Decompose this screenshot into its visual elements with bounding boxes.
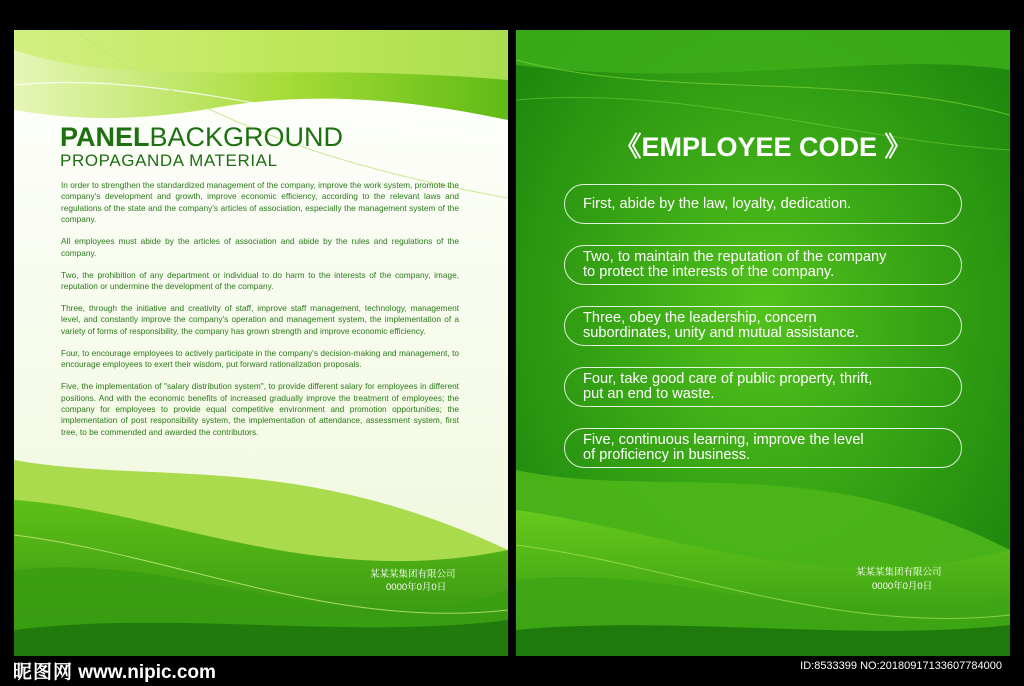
right-date: 0000年0月0日 — [872, 581, 933, 592]
paragraph: Five, the implementation of "salary distribution system", to provide different salary for employees in different positions. And with the economic benefits of increased gradually improve the treatment of employees; the company for employees to provide equal competitive environment and promotion opportunities; the implementation of post responsibility system, the implementation of attendance, assessment system, first tree, to be commended and awarded the contributors. — [61, 381, 459, 437]
code-item — [564, 245, 962, 285]
paragraph: Three, through the initiative and creativity of staff, improve staff management, technology, management level, and constantly improve the company's operation and management system, the implementation of a variety of forms of responsibility, the company has grown strength and improve economic efficiency. — [61, 303, 459, 336]
nipic-logo-text: 昵图网 — [13, 662, 74, 683]
right-company-name: 某某某集团有限公司 — [856, 567, 942, 578]
paragraph: In order to strengthen the standardized management of the company, improve the work system, promote the company's development and growth, improve economic efficiency, according to the relevant laws and regulations of the state and the company's articles of association, especially the management system of the company. — [61, 180, 459, 225]
left-title-block — [60, 122, 343, 170]
code-item-line: Four, take good care of public property, thrift, — [583, 371, 873, 387]
paragraph: Four, to encourage employees to actively participate in the company's decision-making and management, to encourage employees to exert their wisdom, put forward rationalization proposals. — [61, 347, 459, 370]
code-item — [564, 306, 962, 346]
panel-title-bold: PANEL — [60, 122, 150, 152]
code-item-line: Three, obey the leadership, concern — [583, 310, 817, 326]
code-item-line: First, abide by the law, loyalty, dedication. — [583, 195, 852, 212]
nipic-url: www.nipic.com — [78, 662, 216, 683]
code-item — [564, 428, 962, 468]
code-item-line: subordinates, unity and mutual assistance. — [583, 325, 859, 341]
left-company-name: 某某某集团有限公司 — [370, 569, 456, 580]
panel-subtitle: PROPAGANDA MATERIAL — [60, 151, 278, 170]
code-item — [564, 367, 962, 407]
code-item-line: Five, continuous learning, improve the level — [583, 432, 864, 448]
image-id-text: ID:8533399 NO:20180917133607784000 — [800, 660, 1002, 672]
employee-code-title: 《EMPLOYEE CODE 》 — [614, 132, 912, 162]
paragraph: Two, the prohibition of any department or individual to do harm to the interests of the company, image, reputation or undermine the development of the company. — [61, 269, 459, 292]
left-panel — [14, 30, 508, 656]
panel-title — [60, 122, 343, 152]
panel-title-rest: BACKGROUND — [149, 122, 344, 152]
code-item-line: put an end to waste. — [583, 386, 715, 402]
left-date: 0000年0月0日 — [386, 582, 447, 593]
paragraph: All employees must abide by the articles of association and abide by the rules and regulations of the company. — [61, 236, 459, 258]
left-body-text — [61, 180, 459, 449]
code-item-line: of proficiency in business. — [583, 447, 751, 463]
code-item — [564, 184, 962, 224]
nipic-watermark — [13, 657, 216, 684]
code-item-line: Two, to maintain the reputation of the company — [583, 249, 887, 265]
right-panel — [516, 30, 1010, 656]
code-item-line: to protect the interests of the company. — [583, 264, 835, 280]
